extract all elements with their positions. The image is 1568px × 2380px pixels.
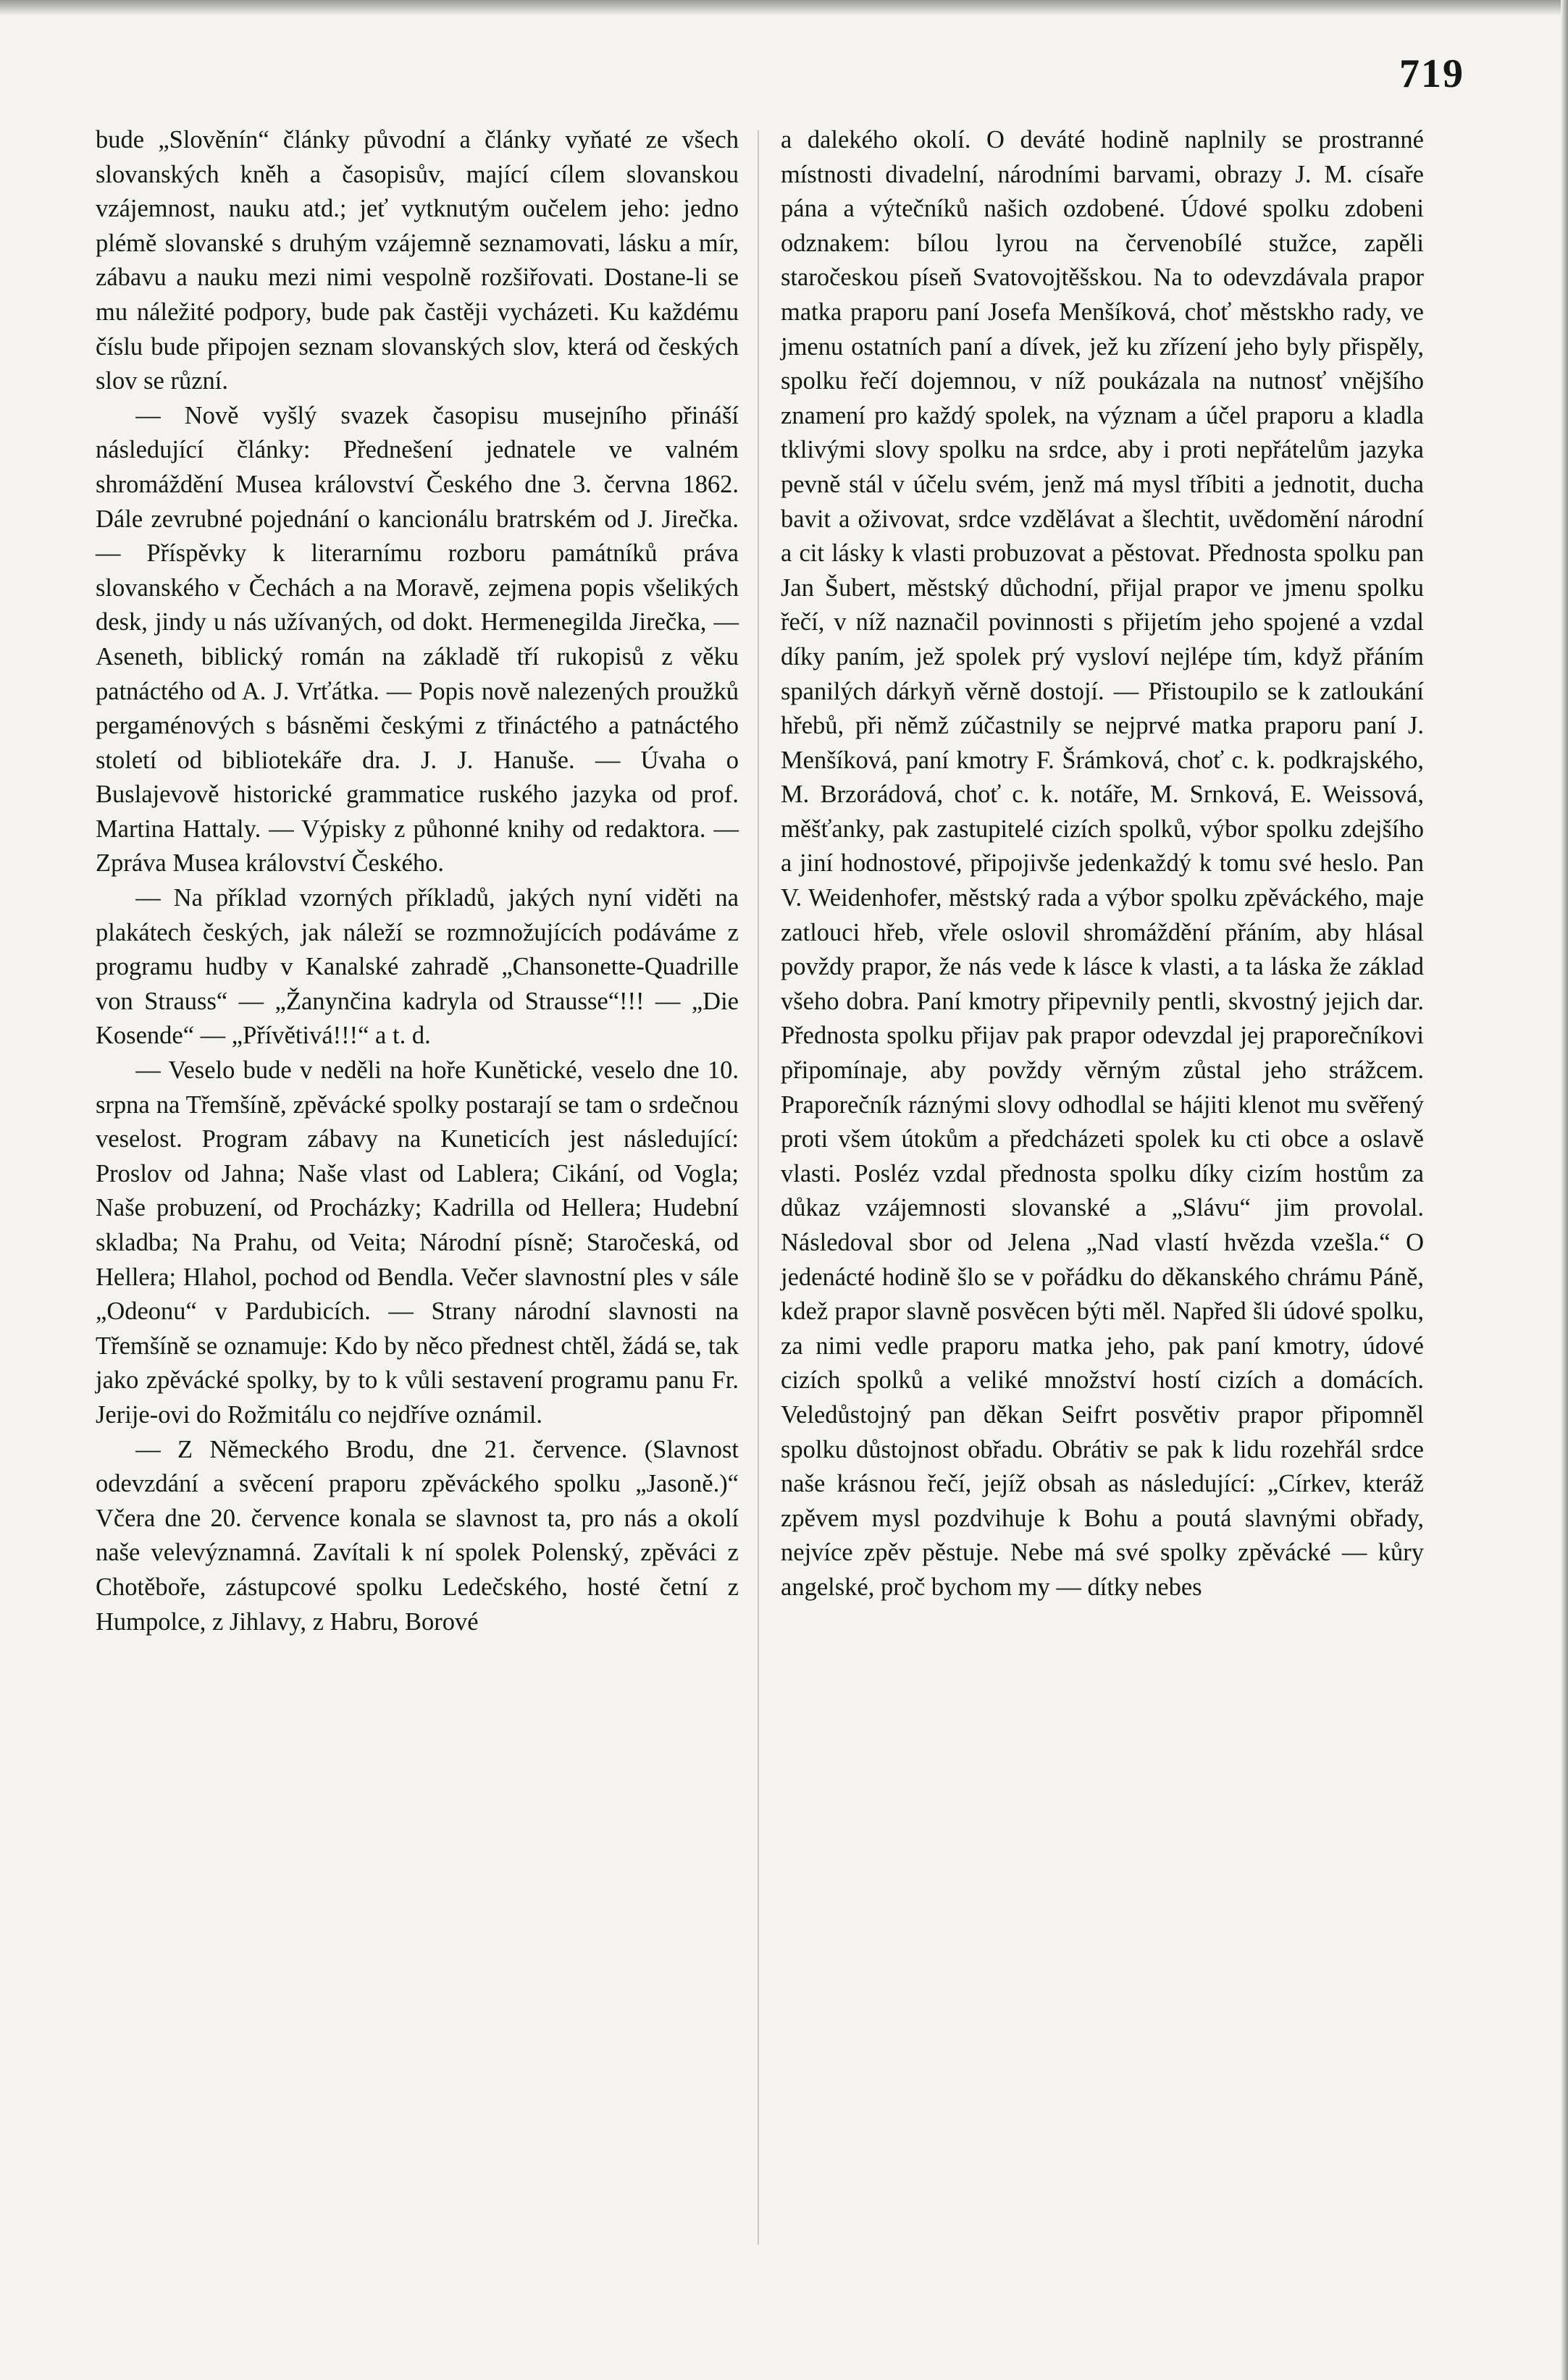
page-number: 719 <box>1399 51 1464 96</box>
paragraph-kunetice-tremsin: — Veselo bude v neděli na hoře Kunětické, veselo dne 10. srpna na Třemšíně, zpěvácké spolky postarají se tam o srdečnou veselost. Program zábavy na Kuneticích jest následující: Proslov od Jahna; Naše vlast od Lablera; Cikání, od Vogla; Naše probuzení, od Procházky; Kadrilla od Hellera; Hudební skladba; Na Prahu, od Veita; Národní písně; Staročeská, od Hellera; Hlahol, pochod od Bendla. Večer slavnostní ples v sále „Odeonu“ v Pardubicích. — Strany národní slavnosti na Třemšíně se oznamuje: Kdo by něco přednest chtěl, žádá se, tak jako zpěvácké spolky, by to k vůli sestavení programu panu Fr. Jerije-ovi do Rožmitálu co nejdříve oznámil. <box>96 1056 739 1429</box>
paragraph-plakaty: — Na příklad vzorných příkladů, jakých nyní viděti na plakátech českých, jak náleží se rozmnožujících podáváme z programu hudby v Kanalské zahradě „Chansonette-Quadrille von Strauss“ — „Žanynčina kadryla od Strausse“!!! — „Die Kosende“ — „Přívětivá!!!“ a t. d. <box>96 884 739 1050</box>
paragraph-musejni-casopis: — Nově vyšlý svazek časopisu musejního přináší následující články: Přednešení jednatele ve valném shromáždění Musea království Českého dne 3. června 1862. Dále zevrubné pojednání o kancionálu bratrském od J. Jirečka. — Příspěvky k literarnímu rozboru památníků práva slovanského v Čechách a na Moravě, zejmena popis všelikých desk, jindy u nás užívaných, od dokt. Hermenegilda Jirečka, — Aseneth, biblický román na základě tří rukopisů z věku patnáctého od A. J. Vrťátka. — Popis nově nalezených proužků pergaménových s básněmi českými z třináctého a patnáctého století od bibliotekáře dra. J. J. Hanuše. — Úvaha o Buslajevově historické grammatice ruského jazyka od prof. Martina Hattaly. — Výpisky z půhonné knihy od redaktora. — Zpráva Musea království Českého. <box>96 401 739 878</box>
column-divider <box>758 130 759 2245</box>
scan-top-edge <box>0 0 1568 16</box>
scan-right-edge <box>1561 0 1568 2380</box>
paragraph-nemecky-brod: — Z Německého Brodu, dne 21. července. (Slavnost odevzdání a svěcení praporu zpěváckého spolku „Jasoně.)“ Včera dne 20. července konala se slavnost ta, pro nás a okolí naše velevýznamná. Zavítali k ní spolek Polenský, zpěváci z Chotěboře, zástupcové spolku Ledečského, hosté četní z Humpolce, z Jihlavy, z Habru, Borové <box>96 1435 739 1636</box>
paragraph-slavnost-continued: a dalekého okolí. O deváté hodině naplnily se prostranné místnosti divadelní, národními barvami, obrazy J. M. císaře pána a výtečníků našich ozdobené. Údové spolku zdobeni odznakem: bílou lyrou na červenobílé stužce, zapěli staročeskou píseň Svatovojtěšskou. Na to odevzdávala prapor matka praporu paní Josefa Menšíková, choť městskho rady, ve jmenu ostatních paní a dívek, jež ku zřízení jeho byly přispěly, spolku řečí dojemnou, v níž poukázala na nutnosť vnějšího znamení pro každý spolek, na význam a účel praporu a kladla tklivými slovy spolku na srdce, aby i proti nepřátelům jazyka pevně stál v účelu svém, jenž má mysl tříbiti a jednotit, ducha bavit a oživovat, srdce vzdělávat a šlechtit, uvědomění národní a cit lásky k vlasti probuzovat a pěstovat. Přednosta spolku pan Jan Šubert, městský důchodní, přijal prapor ve jmenu spolku řečí, v níž naznačil povinnosti s přijetím jeho spojené a vzdal díky paním, jež spolek prý vysloví nejlépe tím, když přáním spanilých dárkyň věrně dostojí. — Přistoupilo se k zatloukání hřebů, při němž zúčastnily se nejprvé matka praporu paní J. Menšíková, paní kmotry F. Šrámková, choť c. k. podkrajského, M. Brzorádová, choť c. k. notáře, M. Srnková, E. Weissová, měšťanky, pak zastupitelé cizích spolků, výbor spolku zdejšího a jiní hodnostové, připojivše jedenkaždý k tomu své heslo. Pan V. Weidenhofer, městský rada a výbor spolku zpěváckého, maje zatlouci hřeb, vřele oslovil shromáždění přáním, aby hlásal povždy prapor, že nás vede k lásce k vlasti, a ta láska že základ všeho dobra. Paní kmotry připevnily pentli, skvostný jejich dar. Přednosta spolku přijav pak prapor odevzdal jej praporečníkovi připomínaje, aby povždy věrným zůstal jeho strážcem. Praporečník ráznými slovy odhodlal se hájiti klenot mu svěřený proti všem útokům a předcházeti spolek ku cti obce a oslavě vlasti. Posléz vzdal přednosta spolku díky cizím hostům za důkaz vzájemnosti slovanské a „Slávu“ jim provolal. Následoval sbor od Jelena „Nad vlastí hvězda vzešla.“ O jedenácté hodině šlo se v pořádku do děkanského chrámu Páně, kdež prapor slavně posvěcen býti měl. Napřed šli údové spolku, za nimi vedle praporu matka jeho, pak paní kmotry, údové cizích spolků a veliké množství hostí cizích a domácích. Veledůstojný pan děkan Seifrt posvětiv prapor připomněl spolku důstojnost obřadu. Obrátiv se pak k lidu rozehřál srdce naše krásnou řečí, jejíž obsah as následující: „Církev, kteráž zpěvem mysl pozdvihuje k Bohu a poutá slavnými obřady, nejvíce zpěv pěstuje. Nebe má své spolky zpěvácké — kůry angelské, proč bychom my — dítky nebes <box>781 126 1424 1601</box>
left-column <box>96 123 739 2317</box>
paragraph-slovenin: bude „Slověnín“ články původní a články vyňaté ze všech slovanských kněh a časopisův, mající cílem slovanskou vzájemnost, nauku atd.; jeť vytknutým oučelem jeho: jedno plémě slovanské s druhým vzájemně seznamovati, lásku a mír, zábavu a nauku mezi nimi vespolně rozšiřovati. Dostane-li se mu náležité podpory, bude pak častěji vycházeti. Ku každému číslu bude připojen seznam slovanských slov, která od českých slov se různí. <box>96 126 739 395</box>
right-column <box>781 123 1424 2317</box>
